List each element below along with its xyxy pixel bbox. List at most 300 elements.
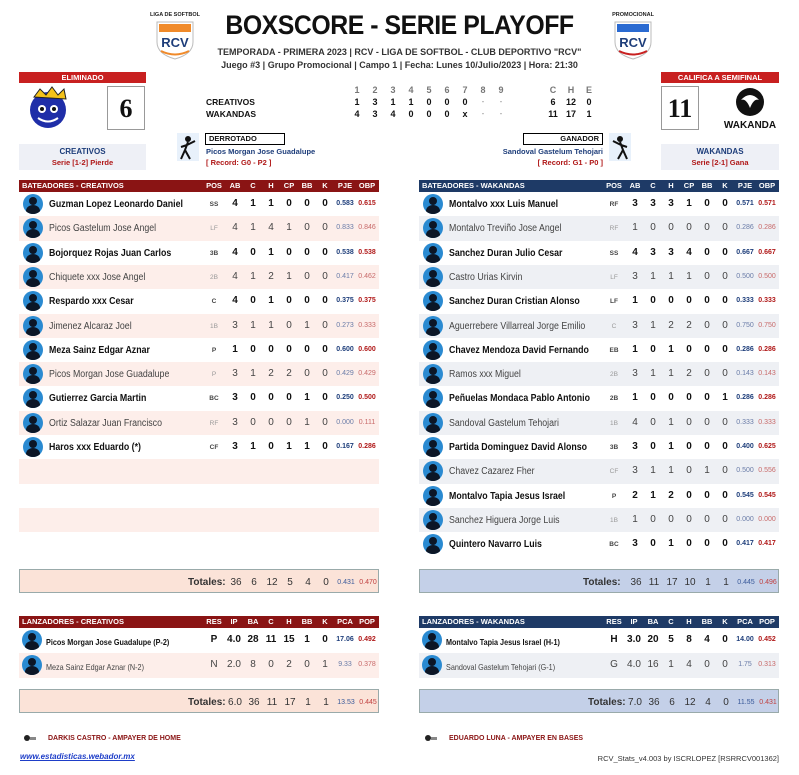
player-avatar-icon bbox=[423, 461, 443, 481]
batter-row bbox=[419, 241, 779, 265]
inning-runs: 4 bbox=[390, 109, 396, 119]
stat-res: P bbox=[210, 634, 218, 645]
stat-pop: 0.492 bbox=[358, 636, 376, 643]
stat-pos: P bbox=[611, 492, 617, 500]
player-avatar-icon bbox=[23, 388, 43, 408]
stat-k: 0 bbox=[722, 198, 728, 209]
batter-row bbox=[19, 362, 379, 386]
inning-runs: 0 bbox=[444, 109, 450, 119]
stat-ab: 1 bbox=[632, 222, 638, 234]
stat-cp: 0 bbox=[686, 513, 692, 525]
stat-cp: 2 bbox=[686, 319, 692, 331]
stat-k: 0 bbox=[722, 246, 728, 258]
stat-ab: 1 bbox=[232, 343, 238, 355]
stat-c: 0 bbox=[650, 222, 656, 234]
stat-h: 1 bbox=[268, 295, 274, 307]
stat-pje: 0.417 bbox=[736, 540, 754, 548]
totals-k: 0 bbox=[723, 697, 729, 708]
player-name: Chavez Mendoza David Fernando bbox=[449, 344, 589, 356]
stat-h: 0 bbox=[668, 295, 674, 307]
empty-row bbox=[19, 484, 379, 508]
stat-cp: 0 bbox=[686, 343, 692, 355]
totals-c: 11 bbox=[266, 697, 278, 708]
stat-c: 3 bbox=[650, 198, 656, 209]
batter-row bbox=[19, 192, 379, 216]
player-name: Chavez Cazarez Fher bbox=[449, 466, 535, 478]
stat-ab: 3 bbox=[632, 465, 638, 477]
player-name: Quintero Navarro Luis bbox=[449, 539, 542, 551]
stat-h: 2 bbox=[668, 319, 674, 331]
stat-ab: 4 bbox=[232, 222, 238, 234]
player-name: Montalvo Tapia Jesus Israel bbox=[449, 490, 566, 502]
stat-pos: RF bbox=[609, 225, 619, 233]
stat-bb: 1 bbox=[704, 465, 710, 477]
stat-pos: C bbox=[611, 322, 617, 330]
stat-pos: 2B bbox=[610, 371, 618, 379]
stat-c: 0 bbox=[650, 343, 656, 355]
stat-bb: 0 bbox=[304, 343, 310, 355]
stat-h: 0 bbox=[268, 343, 274, 355]
stat-obp: 0.615 bbox=[358, 200, 376, 207]
stat-obp: 0.417 bbox=[758, 540, 776, 548]
stat-res: H bbox=[610, 634, 618, 645]
stat-h: 1 bbox=[668, 270, 674, 282]
stat-k: 0 bbox=[322, 270, 328, 282]
stat-cp: 0 bbox=[686, 392, 692, 404]
stat-pos: RF bbox=[209, 419, 219, 427]
stat-pje: 0.000 bbox=[336, 418, 354, 426]
stat-ip: 4.0 bbox=[227, 634, 241, 645]
player-name: Chiquete xxx Jose Angel bbox=[49, 271, 146, 283]
batter-row bbox=[419, 289, 779, 313]
away-score: 6 bbox=[107, 86, 145, 130]
stat-h: 2 bbox=[268, 270, 274, 282]
stat-cp: 0 bbox=[286, 343, 292, 355]
pitcher-name: Picos Morgan Jose Guadalupe (P-2) bbox=[46, 637, 170, 647]
stat-bb: 4 bbox=[704, 634, 710, 645]
totals-k: 1 bbox=[323, 697, 329, 708]
stat-k: 1 bbox=[322, 659, 328, 670]
stat-pje: 0.750 bbox=[736, 321, 754, 329]
inning-header: 9 bbox=[498, 85, 504, 95]
inning-runs: - bbox=[481, 109, 485, 118]
stat-ab: 3 bbox=[632, 319, 638, 331]
stat-c: 1 bbox=[250, 198, 256, 209]
stat-pje: 0.429 bbox=[336, 370, 354, 378]
totals-pje: 0.445 bbox=[737, 579, 755, 586]
stat-c: 0 bbox=[250, 416, 256, 428]
stat-ba: 28 bbox=[247, 634, 259, 645]
stat-bb: 0 bbox=[704, 392, 710, 404]
pitcher-row bbox=[19, 653, 379, 678]
stat-bb: 1 bbox=[304, 634, 310, 645]
stat-pje: 0.400 bbox=[736, 443, 754, 450]
inning-header: 5 bbox=[426, 85, 432, 95]
stat-obp: 0.286 bbox=[758, 224, 776, 232]
col-k: K bbox=[322, 617, 328, 626]
stat-pos: CF bbox=[209, 444, 219, 451]
pitching-table-title: LANZADORES - CREATIVOS bbox=[22, 617, 124, 626]
stat-c: 11 bbox=[265, 634, 277, 645]
stat-obp: 0.556 bbox=[758, 467, 776, 475]
totals-pca: 11.55 bbox=[737, 699, 755, 706]
inning-runs: - bbox=[499, 97, 503, 106]
pitcher-name: Sandoval Gastelum Tehojari (G-1) bbox=[446, 662, 556, 672]
stat-pje: 0.167 bbox=[336, 443, 354, 450]
player-avatar-icon bbox=[423, 510, 443, 530]
stat-k: 0 bbox=[322, 343, 328, 355]
stat-cp: 1 bbox=[286, 441, 292, 452]
stat-ab: 2 bbox=[632, 489, 638, 501]
player-avatar-icon bbox=[23, 340, 43, 360]
stat-obp: 0.625 bbox=[758, 443, 776, 450]
stat-pje: 0.286 bbox=[736, 345, 754, 353]
col-cp: CP bbox=[683, 181, 695, 190]
batting-rows bbox=[19, 192, 379, 568]
stat-pje: 0.417 bbox=[336, 272, 354, 280]
stat-cp: 1 bbox=[286, 270, 292, 282]
stat-obp: 0.462 bbox=[358, 272, 376, 280]
totals-bb: 4 bbox=[705, 697, 711, 708]
col-ab: AB bbox=[629, 181, 641, 190]
stat-pje: 0.286 bbox=[736, 394, 754, 402]
stat-cp: 0 bbox=[286, 295, 292, 307]
stat-pje: 0.600 bbox=[336, 345, 354, 353]
player-avatar-icon bbox=[423, 243, 443, 263]
player-name: Haros xxx Eduardo (*) bbox=[49, 442, 141, 453]
stat-h: 1 bbox=[268, 319, 274, 331]
batter-row bbox=[419, 216, 779, 240]
stat-bb: 0 bbox=[304, 246, 310, 258]
stat-cp: 1 bbox=[686, 270, 692, 282]
stat-bb: 0 bbox=[704, 198, 710, 209]
stat-pje: 0.571 bbox=[736, 200, 754, 207]
player-avatar-icon bbox=[423, 437, 443, 457]
totals-ab: 36 bbox=[630, 577, 642, 588]
stat-res: N bbox=[210, 659, 218, 670]
totals-h: 12 bbox=[266, 577, 278, 588]
stat-k: 0 bbox=[722, 634, 728, 645]
errors-header: E bbox=[585, 85, 592, 95]
stat-c: 1 bbox=[650, 465, 656, 477]
col-c: C bbox=[268, 617, 274, 626]
player-name: Ramos xxx Miguel bbox=[449, 369, 521, 381]
player-name: Jimenez Alcaraz Joel bbox=[49, 320, 132, 332]
creativos-logo-icon bbox=[24, 85, 76, 131]
stat-cp: 2 bbox=[286, 368, 292, 380]
batting-table-header bbox=[419, 180, 779, 192]
batter-row bbox=[419, 265, 779, 289]
stat-c: 1 bbox=[250, 441, 256, 452]
stat-k: 0 bbox=[722, 441, 728, 452]
losing-pitcher-record: [ Record: G0 - P2 ] bbox=[206, 158, 272, 167]
inning-runs: 1 bbox=[390, 97, 396, 107]
stat-ba: 8 bbox=[250, 659, 256, 670]
stat-k: 0 bbox=[722, 513, 728, 525]
batter-row bbox=[419, 314, 779, 338]
stat-c: 1 bbox=[250, 319, 256, 331]
stat-c: 3 bbox=[650, 246, 656, 258]
wakanda-logo-text: WAKANDA bbox=[723, 120, 777, 131]
group-logo-caption: PROMOCIONAL bbox=[612, 12, 654, 18]
stat-k: 0 bbox=[322, 441, 328, 452]
stat-ab: 3 bbox=[632, 198, 638, 209]
total-hits: 17 bbox=[565, 109, 576, 119]
stat-obp: 0.600 bbox=[358, 345, 376, 353]
stat-h: 15 bbox=[283, 634, 295, 645]
stat-k: 0 bbox=[322, 392, 328, 404]
batter-row bbox=[19, 216, 379, 240]
stat-c: 1 bbox=[250, 222, 256, 234]
stat-pje: 0.333 bbox=[736, 418, 754, 426]
stat-obp: 0.111 bbox=[358, 418, 376, 426]
stat-k: 0 bbox=[322, 246, 328, 258]
stat-pos: 2B bbox=[210, 273, 218, 281]
stat-bb: 0 bbox=[304, 295, 310, 307]
stat-pos: 1B bbox=[210, 322, 218, 330]
stat-bb: 1 bbox=[304, 416, 310, 428]
player-name: Bojorquez Rojas Juan Carlos bbox=[49, 247, 172, 259]
stat-obp: 0.750 bbox=[758, 321, 776, 329]
batter-row bbox=[419, 459, 779, 483]
stat-h: 2 bbox=[668, 489, 674, 501]
stat-bb: 0 bbox=[704, 538, 710, 550]
player-name: Gutierrez Garcia Martin bbox=[49, 393, 147, 405]
player-name: Sanchez Duran Julio Cesar bbox=[449, 247, 563, 259]
player-avatar-icon bbox=[423, 486, 443, 506]
stat-obp: 0.538 bbox=[358, 248, 376, 256]
stat-pos: SS bbox=[609, 249, 619, 257]
totals-pop: 0.431 bbox=[759, 699, 777, 706]
pitcher-row bbox=[419, 653, 779, 678]
stat-bb: 0 bbox=[704, 659, 710, 670]
stat-cp: 0 bbox=[686, 222, 692, 234]
home-umpire: DARKIS CASTRO - AMPAYER DE HOME bbox=[48, 735, 181, 742]
player-name: Guzman Lopez Leonardo Daniel bbox=[49, 199, 183, 210]
pitching-rows bbox=[19, 628, 379, 678]
col-c: C bbox=[668, 617, 674, 626]
player-name: Ortiz Salazar Juan Francisco bbox=[49, 417, 162, 429]
totals-label: Totales: bbox=[188, 577, 226, 588]
col-obp: OBP bbox=[758, 181, 776, 190]
stat-c: 1 bbox=[650, 368, 656, 380]
stat-k: 0 bbox=[722, 659, 728, 670]
stat-pop: 0.378 bbox=[358, 661, 376, 668]
col-c: C bbox=[650, 181, 656, 190]
stat-c: 0 bbox=[650, 513, 656, 525]
pitcher-row bbox=[19, 628, 379, 653]
inning-header: 7 bbox=[462, 85, 468, 95]
player-avatar-icon bbox=[423, 316, 443, 336]
linescore-away-team: CREATIVOS bbox=[206, 97, 255, 107]
stat-c: 0 bbox=[268, 659, 274, 670]
batter-row bbox=[19, 289, 379, 313]
stat-bb: 0 bbox=[704, 343, 710, 355]
stat-res: G bbox=[610, 659, 618, 670]
totals-bb: 1 bbox=[305, 697, 311, 708]
stat-ab: 4 bbox=[232, 270, 238, 282]
totals-pop: 0.445 bbox=[359, 699, 377, 706]
stat-pje: 0.583 bbox=[336, 200, 354, 207]
totals-bb: 1 bbox=[705, 577, 711, 588]
totals-c: 6 bbox=[669, 697, 675, 708]
winning-pitcher-record: [ Record: G1 - P0 ] bbox=[537, 158, 603, 167]
batter-row bbox=[419, 192, 779, 216]
pitcher-silhouette-icon bbox=[177, 133, 199, 161]
stat-obp: 0.333 bbox=[358, 321, 376, 329]
stat-cp: 0 bbox=[286, 246, 292, 258]
stat-pje: 0.286 bbox=[736, 224, 754, 232]
batter-row bbox=[419, 532, 779, 556]
linescore bbox=[200, 85, 620, 125]
stat-c: 0 bbox=[250, 392, 256, 404]
totals-k: 1 bbox=[723, 577, 729, 588]
stat-cp: 0 bbox=[686, 489, 692, 501]
stat-k: 0 bbox=[722, 343, 728, 355]
pitching-totals bbox=[19, 689, 379, 713]
player-avatar-icon bbox=[22, 630, 42, 650]
stat-k: 0 bbox=[722, 416, 728, 428]
stat-pos: BC bbox=[209, 395, 219, 403]
stat-h: 8 bbox=[686, 634, 692, 645]
inning-header: 8 bbox=[480, 85, 486, 95]
logo-text: RCV bbox=[619, 35, 647, 50]
stat-cp: 2 bbox=[686, 368, 692, 380]
stat-bb: 0 bbox=[304, 270, 310, 282]
col-bb: BB bbox=[701, 617, 713, 626]
col-pje: PJE bbox=[337, 181, 353, 190]
stat-pos: LF bbox=[610, 273, 618, 281]
col-k: K bbox=[322, 181, 328, 190]
stat-c: 0 bbox=[650, 416, 656, 428]
stat-h: 1 bbox=[668, 441, 674, 452]
inning-runs: 1 bbox=[354, 97, 360, 107]
empty-row bbox=[19, 459, 379, 483]
pitcher-row bbox=[419, 628, 779, 653]
stat-c: 1 bbox=[250, 270, 256, 282]
stat-c: 0 bbox=[650, 538, 656, 550]
col-bb: BB bbox=[701, 181, 713, 190]
stat-k: 0 bbox=[322, 368, 328, 380]
player-name: Respardo xxx Cesar bbox=[49, 296, 134, 308]
player-name: Picos Morgan Jose Guadalupe bbox=[49, 369, 170, 381]
col-pos: POS bbox=[206, 181, 222, 190]
stats-website-link[interactable]: www.estadisticas.webador.mx bbox=[20, 752, 135, 761]
col-pca: PCA bbox=[737, 617, 753, 626]
pitching-table-creativos bbox=[19, 616, 379, 712]
stat-k: 0 bbox=[722, 295, 728, 307]
stat-k: 0 bbox=[322, 319, 328, 331]
stat-ab: 3 bbox=[632, 368, 638, 380]
batting-table-creativos bbox=[19, 180, 379, 594]
stat-bb: 0 bbox=[704, 489, 710, 501]
stat-obp: 0.545 bbox=[758, 491, 776, 499]
stat-cp: 1 bbox=[686, 198, 692, 209]
batter-row bbox=[19, 265, 379, 289]
stat-pje: 0.375 bbox=[336, 297, 354, 305]
stat-h: 1 bbox=[668, 416, 674, 428]
player-name: Aguerrebere Villarreal Jorge Emilio bbox=[449, 320, 586, 332]
stat-pos: P bbox=[211, 346, 217, 354]
batting-rows bbox=[419, 192, 779, 568]
inning-runs: 1 bbox=[408, 97, 414, 107]
stat-cp: 0 bbox=[286, 416, 292, 428]
stat-bb: 1 bbox=[304, 392, 310, 404]
stat-bb: 0 bbox=[304, 222, 310, 234]
batter-row bbox=[19, 241, 379, 265]
pitching-rows bbox=[419, 628, 779, 678]
col-ab: AB bbox=[229, 181, 241, 190]
stat-h: 1 bbox=[268, 246, 274, 258]
stat-obp: 0.500 bbox=[358, 394, 376, 402]
batter-row bbox=[19, 338, 379, 362]
col-bb: BB bbox=[301, 181, 313, 190]
batter-row bbox=[419, 338, 779, 362]
stat-ip: 3.0 bbox=[627, 634, 641, 645]
stat-ba: 20 bbox=[647, 634, 659, 645]
stat-bb: 0 bbox=[704, 513, 710, 525]
stat-h: 1 bbox=[668, 368, 674, 380]
inning-runs: - bbox=[481, 97, 485, 106]
stat-k: 1 bbox=[722, 392, 728, 404]
col-ip: IP bbox=[630, 617, 638, 626]
stat-obp: 0.286 bbox=[758, 345, 776, 353]
col-cp: CP bbox=[283, 181, 295, 190]
pitching-totals bbox=[419, 689, 779, 713]
stat-pje: 0.667 bbox=[736, 248, 754, 256]
stat-ab: 4 bbox=[632, 246, 638, 258]
losing-pitcher-name: Picos Morgan Jose Guadalupe bbox=[206, 147, 316, 156]
stat-ab: 3 bbox=[232, 319, 238, 331]
inning-runs: x bbox=[462, 109, 468, 119]
totals-ba: 36 bbox=[248, 697, 260, 708]
stat-cp: 0 bbox=[286, 392, 292, 404]
stat-obp: 0.846 bbox=[358, 224, 376, 232]
batting-totals bbox=[419, 569, 779, 593]
player-avatar-icon bbox=[423, 218, 443, 238]
totals-ip: 6.0 bbox=[228, 697, 242, 708]
totals-pje: 0.431 bbox=[337, 579, 355, 586]
pitcher-name: Montalvo Tapia Jesus Israel (H-1) bbox=[446, 637, 560, 647]
stat-ab: 3 bbox=[232, 416, 238, 428]
stat-obp: 0.500 bbox=[758, 272, 776, 280]
total-errors: 0 bbox=[586, 97, 592, 107]
totals-h: 17 bbox=[284, 697, 296, 708]
inning-header: 3 bbox=[390, 85, 396, 95]
rcv-promo-logo-icon bbox=[611, 18, 655, 60]
stat-pje: 0.833 bbox=[336, 224, 354, 232]
umpire-icon bbox=[22, 734, 36, 744]
stat-c: 0 bbox=[650, 392, 656, 404]
stat-k: 0 bbox=[322, 295, 328, 307]
col-h: H bbox=[686, 617, 692, 626]
stat-c: 0 bbox=[250, 343, 256, 355]
col-h: H bbox=[286, 617, 292, 626]
stat-cp: 4 bbox=[686, 246, 692, 258]
batting-totals bbox=[19, 569, 379, 593]
player-avatar-icon bbox=[23, 243, 43, 263]
stat-c: 0 bbox=[650, 441, 656, 452]
inning-runs: 3 bbox=[372, 109, 378, 119]
player-avatar-icon bbox=[423, 194, 443, 214]
player-avatar-icon bbox=[22, 655, 42, 675]
stat-pos: RF bbox=[609, 201, 619, 208]
stat-pop: 0.313 bbox=[758, 661, 776, 668]
col-ba: BA bbox=[647, 617, 659, 626]
stat-c: 5 bbox=[668, 634, 674, 645]
inning-runs: 0 bbox=[462, 97, 468, 107]
col-obp: OBP bbox=[358, 181, 376, 190]
